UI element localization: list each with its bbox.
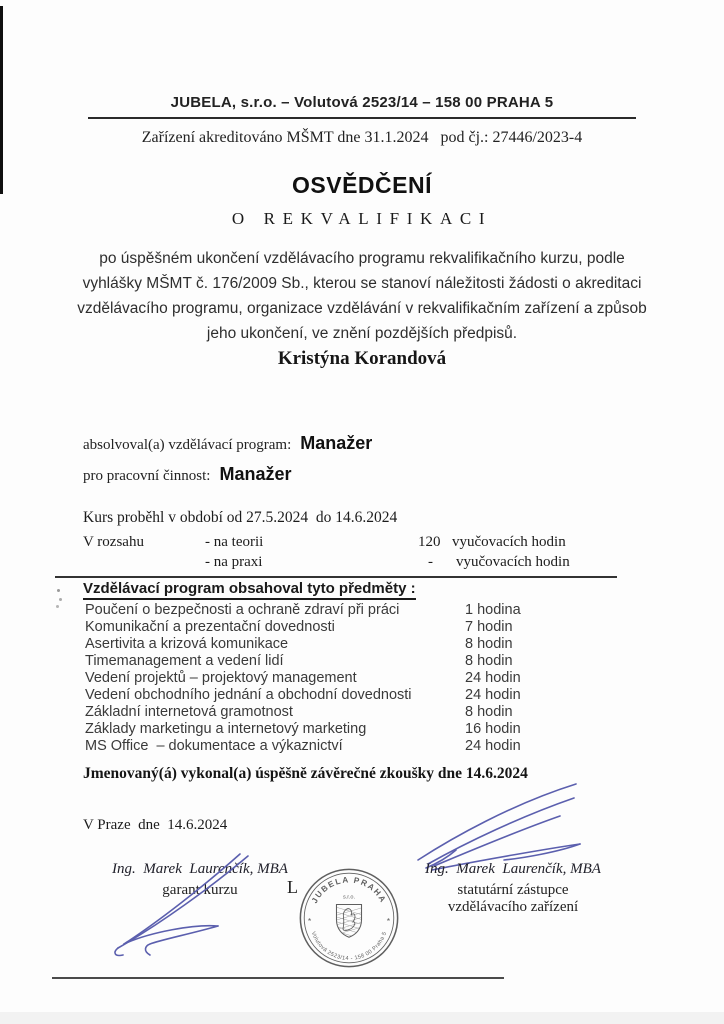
table-row [85, 738, 585, 755]
table-row [85, 636, 585, 653]
scan-bottom-shade [0, 1012, 724, 1024]
signatory-right-role-2: vzdělávacího zařízení [447, 899, 579, 915]
subject-name: Poučení o bezpečnosti a ochraně zdraví při práci [85, 602, 400, 618]
subject-name: Vedení obchodního jednání a obchodní dovednosti [85, 687, 412, 703]
header-divider-line [88, 117, 636, 119]
table-row [85, 721, 585, 738]
company-header-line: JUBELA, s.r.o. – Volutová 2523/14 – 158 00 PRAHA 5 [170, 94, 554, 111]
scope-theory-unit: vyučovacích hodin [452, 534, 566, 550]
scope-practice-unit: vyučovacích hodin [456, 554, 570, 570]
signature-ink-right [412, 780, 582, 872]
subjects-top-divider [55, 576, 617, 578]
subject-hours: 24 hodin [465, 687, 521, 703]
subject-name: Timemanagement a vedení lidí [85, 653, 284, 669]
subject-hours: 24 hodin [465, 670, 521, 686]
subject-hours: 8 hodin [465, 653, 513, 669]
scope-practice-label: - na praxi [205, 554, 263, 570]
certificate-title: OSVĚDČENÍ [292, 172, 432, 198]
table-row [85, 704, 585, 721]
table-row [85, 602, 585, 619]
subject-hours: 8 hodin [465, 636, 513, 652]
occupation-line [83, 464, 292, 485]
place-date-line: V Praze dne 14.6.2024 [83, 817, 228, 833]
scope-practice-hours: - [428, 554, 433, 570]
signatory-right [408, 861, 618, 916]
stamp-coat-of-arms [334, 905, 367, 941]
stamp-right-star: * [386, 915, 391, 926]
bottom-divider-line [52, 977, 504, 979]
subject-hours: 1 hodina [465, 602, 521, 618]
subject-name: Komunikační a prezentační dovednosti [85, 619, 335, 635]
table-row [85, 670, 585, 687]
exam-statement: Jmenovaný(á) vykonal(a) úspěšně závěrečné zkoušky dne 14.6.2024 [83, 765, 528, 782]
certificate-subtitle: O REKVALIFIKACI [231, 209, 493, 228]
subject-hours: 7 hodin [465, 619, 513, 635]
intro-paragraph: po úspěšném ukončení vzdělávacího programu rekvalifikačního kurzu, podle vyhlášky MŠMT č. 176/2009 Sb., kterou se stanoví náležitosti žádosti o akreditaci vzdělávacího programu, organizace vzdělávání v rekvalifikačním zařízení a způsob jeho ukončení, ve znění pozdějších předpisů. [77, 250, 647, 342]
subject-hours: 16 hodin [465, 721, 521, 737]
accreditation-line: Zařízení akreditováno MŠMT dne 31.1.2024 pod čj.: 27446/2023-4 [141, 129, 583, 146]
signatory-right-name: Ing. Marek Laurenčík, MBA [425, 861, 601, 877]
stamp-bottom-text: Volutová 2523/14 - 158 00 Praha 5 [309, 930, 389, 962]
course-period-line: Kurs proběhl v období od 27.5.2024 do 14.6.2024 [83, 509, 398, 526]
scan-artifact-dots [57, 589, 60, 592]
table-row [85, 687, 585, 704]
table-row [85, 653, 585, 670]
program-line [83, 433, 372, 454]
scope-label: V rozsahu [83, 534, 144, 550]
subject-name: Základy marketingu a internetový marketing [85, 721, 367, 737]
subjects-heading: Vzdělávací program obsahoval tyto předměty : [83, 580, 416, 600]
table-row [85, 619, 585, 636]
stamp-stray-letter: L [287, 877, 298, 897]
subject-name: Vedení projektů – projektový management [85, 670, 357, 686]
scope-theory-hours: 120 [418, 534, 441, 550]
subject-hours: 8 hodin [465, 704, 513, 720]
stamp-sro-text: s.r.o. [342, 894, 356, 901]
company-stamp-seal [297, 866, 401, 970]
signatory-right-role-1: statutární zástupce [457, 882, 569, 898]
subject-name: Základní internetová gramotnost [85, 704, 293, 720]
recipient-name: Kristýna Korandová [277, 348, 447, 369]
subject-hours: 24 hodin [465, 738, 521, 754]
stamp-top-text: JUBELA PRAHA [310, 875, 388, 905]
program-value: Manažer [300, 433, 373, 453]
subject-name: Asertivita a krizová komunikace [85, 636, 289, 652]
signatory-left-role: garant kurzu [162, 882, 238, 898]
scope-theory-label: - na teorii [205, 534, 264, 550]
subjects-table [85, 602, 585, 755]
program-label: absolvoval(a) vzdělávací program: [83, 437, 292, 453]
subject-name: MS Office – dokumentace a výkaznictví [85, 738, 343, 754]
signature-ink-left [98, 852, 273, 964]
occupation-value: Manažer [219, 464, 292, 484]
occupation-label: pro pracovní činnost: [83, 468, 211, 484]
stamp-left-star: * [307, 915, 312, 926]
signatory-left-name: Ing. Marek Laurenčík, MBA [112, 861, 288, 877]
